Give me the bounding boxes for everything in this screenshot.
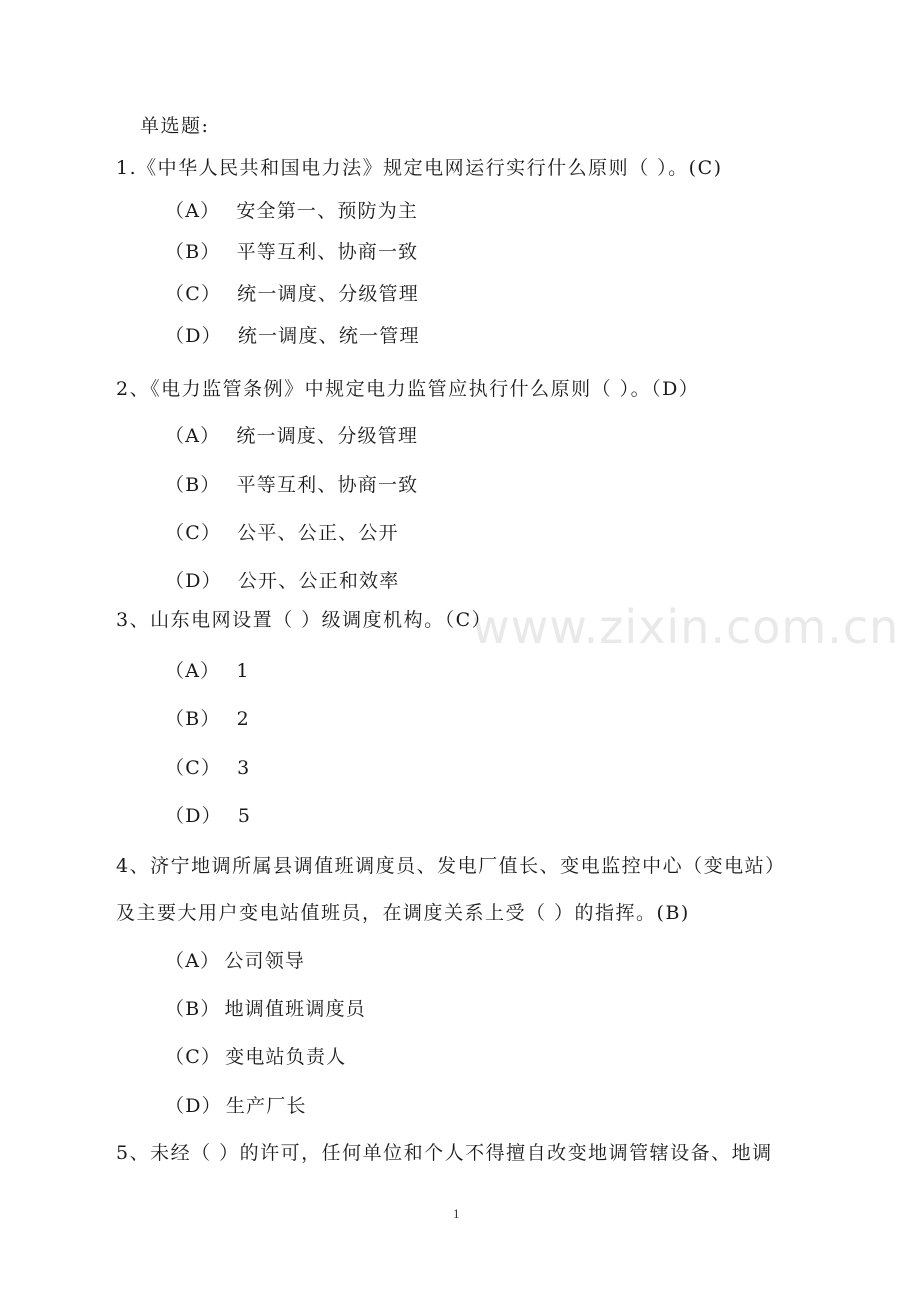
option-text: 公开、公正和效率 (237, 570, 400, 592)
option-label: （A） (165, 950, 221, 972)
question-5-stem: 5、未经（ ）的许可，任何单位和个人不得擅自改变地调管辖设备、地调 (116, 1142, 773, 1164)
option-text: 3 (237, 757, 251, 779)
option-label: （C） (165, 283, 222, 305)
question-1-option-c (165, 282, 419, 306)
question-3-option-d (165, 804, 251, 828)
question-2-option-a (165, 424, 418, 448)
option-text: 5 (237, 805, 252, 827)
option-label: （B） (165, 474, 221, 496)
question-2-stem: 2、《电力监管条例》中规定电力监管应执行什么原则（ ）。（D） (116, 378, 700, 400)
option-text: 平等互利、协商一致 (236, 241, 419, 263)
option-text: 公平、公正、公开 (237, 522, 399, 544)
option-text: 1 (236, 660, 250, 682)
question-3-option-b (165, 707, 250, 731)
option-label: （A） (165, 200, 221, 222)
question-4-stem-line-1: 4、济宁地调所属县调值班调度员、发电厂值长、变电监控中心（变电站） (116, 855, 786, 877)
option-text: 生产厂长 (225, 1095, 307, 1117)
option-text: 公司领导 (224, 950, 306, 972)
question-4-option-b (165, 997, 366, 1021)
question-1-option-d (165, 324, 420, 348)
section-title: 单选题: (140, 115, 210, 137)
option-label: （B） (165, 241, 221, 263)
option-label: （D） (165, 570, 222, 592)
question-1-option-b (165, 240, 418, 264)
question-4-option-c (165, 1045, 346, 1069)
option-label: （A） (165, 660, 221, 682)
question-4-option-a (165, 949, 305, 973)
question-4-stem-line-2: 及主要大用户变电站值班员，在调度关系上受（ ）的指挥。(B) (116, 902, 690, 924)
option-text: 地调值班调度员 (224, 998, 366, 1020)
option-text: 统一调度、分级管理 (237, 283, 419, 305)
option-label: （D） (165, 1095, 222, 1117)
question-1-stem: 1.《中华人民共和国电力法》规定电网运行实行什么原则（ ）。(C) (116, 157, 723, 179)
question-3-option-a (165, 659, 250, 683)
option-text: 2 (236, 708, 250, 730)
option-text: 统一调度、分级管理 (236, 425, 419, 447)
question-2-option-b (165, 473, 418, 497)
question-1-option-a (165, 199, 418, 223)
option-label: （D） (165, 805, 222, 827)
watermark: www.zixin.com.cn (472, 600, 900, 654)
option-text: 变电站负责人 (225, 1046, 347, 1068)
page-number: 1 (453, 1206, 460, 1221)
option-text: 安全第一、预防为主 (236, 200, 419, 222)
option-label: （C） (165, 1046, 222, 1068)
option-label: （D） (165, 325, 222, 347)
question-3-option-c (165, 756, 250, 780)
question-4-option-d (165, 1094, 307, 1118)
question-2-option-d (165, 569, 399, 593)
question-3-stem: 3、山东电网设置（ ）级调度机构。（C） (116, 609, 493, 631)
option-text: 统一调度、统一管理 (237, 325, 420, 347)
option-text: 平等互利、协商一致 (236, 474, 419, 496)
question-2-option-c (165, 521, 399, 545)
option-label: （B） (165, 708, 221, 730)
option-label: （A） (165, 425, 221, 447)
option-label: （C） (165, 757, 222, 779)
option-label: （B） (165, 998, 221, 1020)
option-label: （C） (165, 522, 222, 544)
